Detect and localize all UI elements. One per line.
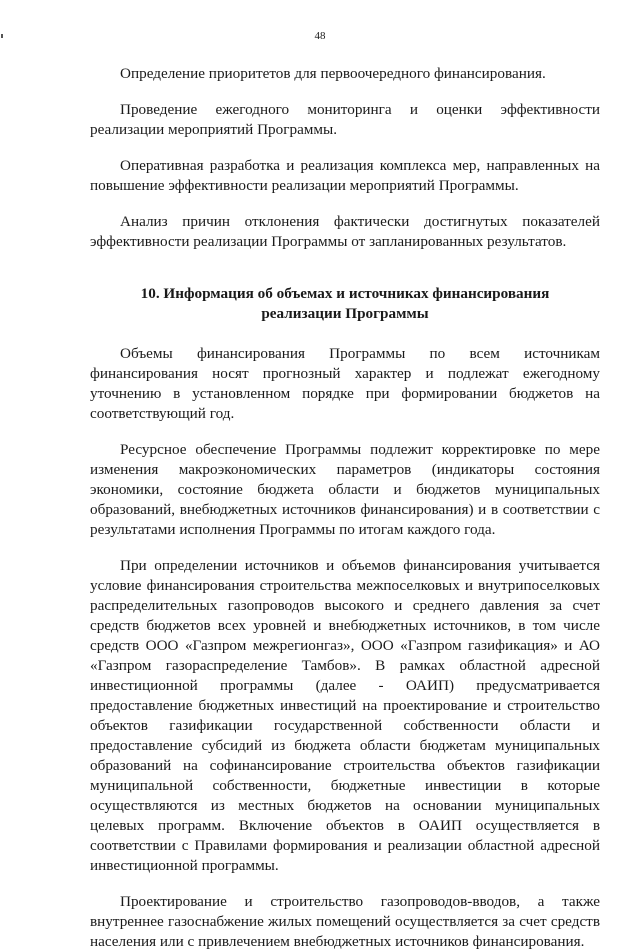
section-heading: [90, 284, 600, 324]
paragraph-priorities: Определение приоритетов для первоочередного финансирования.: [120, 65, 546, 82]
paragraph-resource-provision: Ресурсное обеспечение Программы подлежит корректировке по мере изменения макроэкономических параметров (индикаторы состояния экономики, состояние бюджета области и бюджетов муниципальных образований, внебюджетных источников финансирования) и в соответствии с результатами исполнения Программы по итогам каждого года.: [90, 441, 600, 538]
page-number: 48: [314, 30, 326, 42]
document-body: [90, 64, 600, 952]
paragraph-funding-sources: При определении источников и объемов финансирования учитывается условие финансирования строительства межпоселковых и внутрипоселковых распределительных газопроводов высокого и среднего давления за счет средств бюджетов всех уровней и внебюджетных источников, в том числе средств ООО «Газпром межрегионгаз», ООО «Газпром газификация» и АО «Газпром газораспределение Тамбов». В рамках областной адресной инвестиционной программы (далее - ОАИП) предусматривается предоставление бюджетных инвестиций на проектирование и строительство объектов газификации государственной собственности области и предоставление субсидий из бюджета области бюджетам муниципальных образований на софинансирование строительства объектов газификации муниципальной собственности, бюджетные инвестиции в которые осуществляются из местных бюджетов на основании муниципальных целевых программ. Включение объектов в ОАИП осуществляется в соответствии с Правилами формирования и реализации областной адресной инвестиционной программы.: [90, 557, 600, 874]
paragraph-funding-volumes: Объемы финансирования Программы по всем источникам финансирования носят прогнозный характер и подлежат ежегодному уточнению в установленном порядке при формировании бюджетов на соответствующий год.: [90, 345, 600, 422]
paragraph-monitoring: Проведение ежегодного мониторинга и оценки эффективности реализации мероприятий Программы.: [90, 101, 600, 138]
paragraph-gas-inlets: Проектирование и строительство газопроводов-вводов, а также внутреннее газоснабжение жилых помещений осуществляется за счет средств населения или с привлечением внебюджетных источников финансирования.: [90, 893, 600, 950]
paragraph-analysis: Анализ причин отклонения фактически достигнутых показателей эффективности реализации Программы от запланированных результатов.: [90, 213, 600, 250]
section-heading-line-1: 10. Информация об объемах и источниках финансирования: [140, 285, 550, 302]
paragraph-measures: Оперативная разработка и реализация комплекса мер, направленных на повышение эффективности реализации мероприятий Программы.: [90, 157, 600, 194]
section-heading-line-2: реализации Программы: [261, 305, 429, 322]
